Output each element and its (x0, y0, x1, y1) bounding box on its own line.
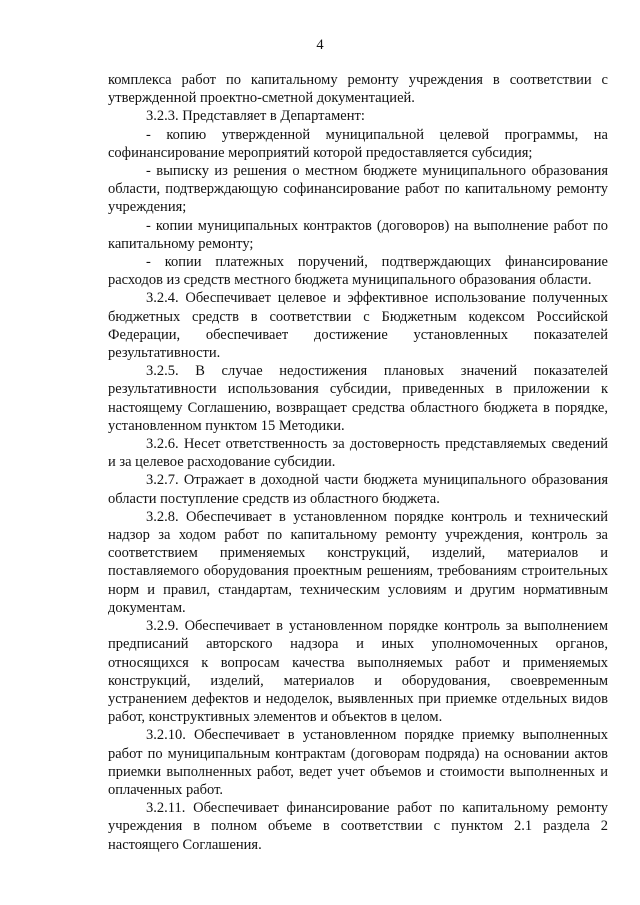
list-item-program-copy: - копию утвержденной муниципальной целевой программы, на софинансирование мероприятий которой предоставляется субсидия; (108, 126, 608, 161)
list-item-budget-extract: - выписку из решения о местном бюджете муниципального образования области, подтверждающую софинансирование работ по капитальному ремонту учреждения; (108, 163, 608, 216)
list-item-payment-orders: - копии платежных поручений, подтверждающих финансирование расходов из средств местного бюджета муниципального образования области. (108, 254, 608, 289)
paragraph-3-2-7: 3.2.7. Отражает в доходной части бюджета муниципального образования области поступление средств из областного бюджета. (108, 472, 608, 507)
paragraph-continuation: комплекса работ по капитальному ремонту учреждения в соответствии с утвержденной проектно-сметной документацией. (108, 72, 608, 107)
paragraph-3-2-11: 3.2.11. Обеспечивает финансирование работ по капитальному ремонту учреждения в полном объеме в соответствии с пунктом 2.1 раздела 2 настоящего Соглашения. (108, 800, 608, 853)
paragraph-3-2-8: 3.2.8. Обеспечивает в установленном порядке контроль и технический надзор за ходом работ по капитальному ремонту учреждения, контроль за соответствием применяемых конструкций, изделий, материалов и поставляемого оборудования проектным решениям, требованиям строительных норм и правил, стандартам, техническим условиям и другим нормативным документам. (108, 508, 608, 616)
paragraph-3-2-6: 3.2.6. Несет ответственность за достоверность представляемых сведений и за целевое расходование субсидии. (108, 436, 608, 471)
paragraph-3-2-9: 3.2.9. Обеспечивает в установленном порядке контроль за выполнением предписаний авторского надзора и иных уполномоченных органов, относящихся к вопросам качества выполняемых работ и применяемых конструкций, изделий, материалов и оборудования, своевременным устранением дефектов и недоделок, выявленных при приемке отдельных видов работ, конструктивных элементов и объектов в целом. (108, 618, 608, 726)
paragraph-3-2-10: 3.2.10. Обеспечивает в установленном порядке приемку выполненных работ по муниципальным контрактам (договорам подряда) на основании актов приемки выполненных работ, ведет учет объемов и стоимости выполненных и оплаченных работ. (108, 727, 608, 798)
paragraph-3-2-5: 3.2.5. В случае недостижения плановых значений показателей результативности использования субсидии, приведенных в приложении к настоящему Соглашению, возвращает средства областного бюджета в порядке, установленном пунктом 15 Методики. (108, 363, 608, 434)
paragraph-3-2-3: 3.2.3. Представляет в Департамент: (146, 108, 365, 125)
page-number: 4 (316, 37, 324, 53)
list-item-contract-copies: - копии муниципальных контрактов (договоров) на выполнение работ по капитальному ремонту; (108, 217, 608, 252)
paragraph-3-2-4: 3.2.4. Обеспечивает целевое и эффективное использование полученных бюджетных средств в соответствии с Бюджетным кодексом Российской Федерации, обеспечивает достижение установленных показателей результативности. (108, 290, 608, 362)
document-body (108, 71, 608, 854)
